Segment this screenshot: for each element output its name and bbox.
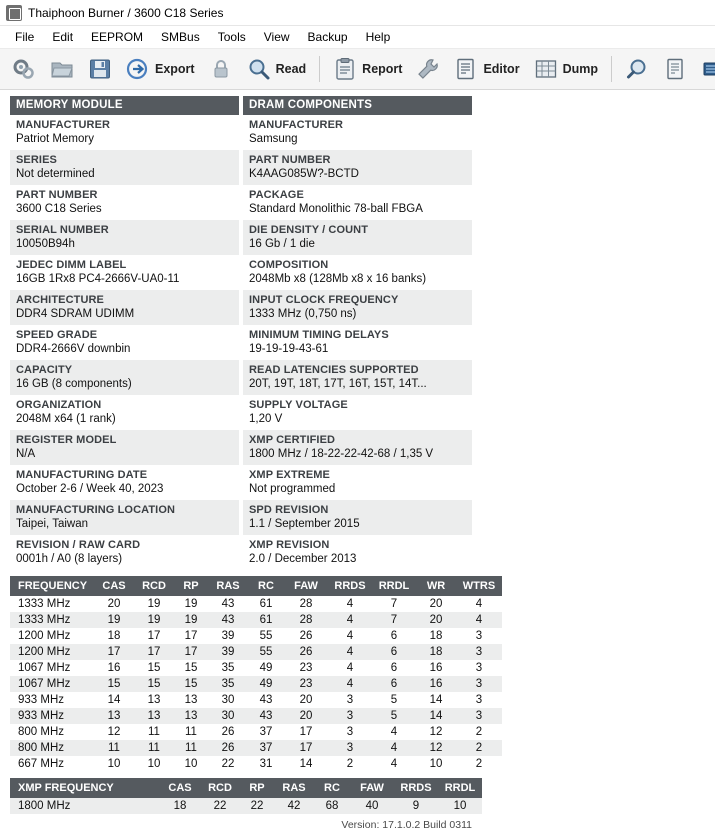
menu-item-backup[interactable]: Backup <box>307 30 348 44</box>
cell-rrdl: 7 <box>372 612 416 628</box>
menu-item-smbus[interactable]: SMBus <box>161 30 200 44</box>
cell-rrds: 4 <box>346 662 354 674</box>
dump-grid-icon <box>534 57 558 81</box>
app-icon <box>6 5 22 21</box>
field-label: SERIES <box>16 154 57 166</box>
field-value: 0001h / A0 (8 layers) <box>16 553 123 565</box>
read-button[interactable] <box>241 54 313 84</box>
cell-wtrs: 3 <box>456 676 502 692</box>
cell-rcd: 15 <box>147 662 161 674</box>
cell-rrds: 3 <box>346 694 354 706</box>
cell-wtrs: 2 <box>475 726 483 738</box>
cell-faw: 14 <box>299 758 313 770</box>
field-label: ARCHITECTURE <box>16 294 104 306</box>
cell-rc: 37 <box>248 740 284 756</box>
field-value: 16 Gb / 1 die <box>249 238 315 250</box>
cell-rc: 61 <box>248 612 284 628</box>
field-label: ORGANIZATION <box>16 399 102 411</box>
field-label: READ LATENCIES SUPPORTED <box>249 364 419 376</box>
open-button[interactable] <box>44 54 80 84</box>
dump-button[interactable] <box>528 54 604 84</box>
cell-frequency: 667 MHz <box>18 758 65 770</box>
field-value: 1333 MHz (0,750 ns) <box>249 308 357 320</box>
cell-rc: 31 <box>259 758 273 770</box>
table-row[interactable] <box>10 660 502 676</box>
cell-rcd: 19 <box>147 598 161 610</box>
search-button[interactable] <box>619 54 655 84</box>
cell-cas: 10 <box>107 758 121 770</box>
column-header-xmp-ras: RAS <box>274 778 314 798</box>
cell-xmp-rcd: 22 <box>200 798 240 814</box>
read-label: Read <box>275 62 307 76</box>
cell-wtrs: 3 <box>456 644 502 660</box>
field-manufacturing-date <box>10 465 239 500</box>
field-value: 16GB 1Rx8 PC4-2666V-UA0-11 <box>16 273 180 285</box>
save-disk-icon <box>88 57 112 81</box>
cell-wr: 14 <box>416 708 456 724</box>
lock-button[interactable] <box>203 54 239 84</box>
cell-rcd: 17 <box>134 644 174 660</box>
field-label: COMPOSITION <box>249 259 329 271</box>
field-label: CAPACITY <box>16 364 73 376</box>
field-value: 1800 MHz / 18-22-22-42-68 / 1,35 V <box>249 448 434 460</box>
cell-xmp-rrds: 9 <box>394 798 438 814</box>
table-row[interactable] <box>10 692 502 708</box>
field-value: Patriot Memory <box>16 133 94 145</box>
cell-rp: 11 <box>185 726 197 738</box>
field-value: October 2-6 / Week 40, 2023 <box>16 483 164 495</box>
cell-rp: 13 <box>174 708 208 724</box>
field-value: 16 GB (8 components) <box>16 378 132 390</box>
open-folder-icon <box>50 57 74 81</box>
cell-rc: 55 <box>259 630 273 642</box>
cell-faw: 26 <box>284 644 328 660</box>
table-row[interactable] <box>10 798 482 814</box>
column-header-xmp-rp: RP <box>240 778 274 798</box>
cell-rc: 49 <box>259 662 273 674</box>
cell-wtrs: 4 <box>475 598 483 610</box>
main-content <box>0 90 715 828</box>
column-header-rrds: RRDS <box>328 576 372 596</box>
cell-faw: 20 <box>284 708 328 724</box>
cell-rc: 61 <box>259 598 273 610</box>
cell-ras: 39 <box>221 630 235 642</box>
field-label: REVISION / RAW CARD <box>16 539 141 551</box>
cell-ras: 26 <box>208 740 248 756</box>
field-composition <box>243 255 472 290</box>
settings-gears-icon <box>12 57 36 81</box>
column-header-xmp-rrds: RRDS <box>394 778 438 798</box>
field-label: SPEED GRADE <box>16 329 98 341</box>
table-row[interactable] <box>10 596 502 612</box>
field-xmp-revision <box>243 535 472 570</box>
cell-ras: 30 <box>208 708 248 724</box>
editor-button[interactable] <box>448 54 525 84</box>
field-dram-part-number <box>243 150 472 185</box>
cell-cas: 17 <box>94 644 134 660</box>
cell-rcd: 13 <box>134 708 174 724</box>
dram-components-header: DRAM COMPONENTS <box>243 96 472 115</box>
cell-rcd: 13 <box>147 694 161 706</box>
report-clipboard-icon <box>333 57 357 81</box>
xmp-table-header-row <box>10 778 482 798</box>
cell-rp: 17 <box>174 644 208 660</box>
table-row[interactable] <box>10 756 502 772</box>
timing-table <box>10 576 502 772</box>
field-minimum-timing-delays <box>243 325 472 360</box>
cell-rrds: 4 <box>346 598 354 610</box>
column-header-xmp-rcd: RCD <box>200 778 240 798</box>
field-supply-voltage <box>243 395 472 430</box>
cell-ras: 30 <box>221 694 235 706</box>
timing-table-wrapper <box>10 576 705 772</box>
field-value: K4AAG085W?-BCTD <box>249 168 359 180</box>
field-value: DDR4-2666V downbin <box>16 343 131 355</box>
table-row[interactable] <box>10 644 502 660</box>
cell-rp: 17 <box>184 630 198 642</box>
chip-icon <box>701 57 715 81</box>
export-icon <box>126 57 150 81</box>
cell-frequency: 933 MHz <box>18 694 65 706</box>
cell-frequency: 1067 MHz <box>10 676 94 692</box>
cell-rrds: 3 <box>328 708 372 724</box>
cell-wr: 20 <box>429 598 443 610</box>
field-value: 2048Mb x8 (128Mb x8 x 16 banks) <box>249 273 427 285</box>
read-magnifier-icon <box>247 57 271 81</box>
info-panels <box>10 96 705 570</box>
field-label: MANUFACTURING DATE <box>16 469 148 481</box>
column-header-cas: CAS <box>94 576 134 596</box>
menu-item-edit[interactable]: Edit <box>52 30 74 44</box>
column-header-frequency: FREQUENCY <box>10 576 94 596</box>
field-value: 3600 C18 Series <box>16 203 102 215</box>
column-header-wr: WR <box>416 576 456 596</box>
cell-rcd: 10 <box>147 758 161 770</box>
dump-label: Dump <box>562 62 598 76</box>
menu-item-file[interactable]: File <box>15 30 35 44</box>
column-header-rrdl: RRDL <box>372 576 416 596</box>
menu-item-tools[interactable]: Tools <box>217 30 246 44</box>
cell-ras: 39 <box>208 644 248 660</box>
cell-cas: 16 <box>107 662 121 674</box>
memory-module-panel <box>10 96 239 570</box>
lock-icon <box>209 57 233 81</box>
field-manufacturing-location <box>10 500 239 535</box>
cell-rrdl: 4 <box>390 758 398 770</box>
save-button[interactable] <box>82 54 118 84</box>
cell-wr: 12 <box>416 740 456 756</box>
cell-faw: 17 <box>284 740 328 756</box>
cell-rrdl: 5 <box>372 708 416 724</box>
column-header-xmp-faw: FAW <box>350 778 394 798</box>
cell-rrds: 4 <box>346 630 354 642</box>
page-icon <box>663 57 687 81</box>
field-jedec-dimm-label <box>10 255 239 290</box>
cell-ras: 35 <box>208 676 248 692</box>
cell-rp: 11 <box>174 740 208 756</box>
cell-xmp-cas: 18 <box>160 798 200 814</box>
field-capacity <box>10 360 239 395</box>
cell-ras: 26 <box>221 726 235 738</box>
column-header-xmp-frequency: XMP FREQUENCY <box>10 778 160 798</box>
cell-xmp-rp: 22 <box>240 798 274 814</box>
cell-xmp-rrdl: 10 <box>438 798 482 814</box>
cell-frequency: 1200 MHz <box>18 630 71 642</box>
cell-faw: 20 <box>299 694 313 706</box>
field-label: PACKAGE <box>249 189 304 201</box>
cell-faw: 23 <box>299 662 313 674</box>
cell-cas: 15 <box>94 676 134 692</box>
report-label: Report <box>362 62 403 76</box>
cell-frequency: 933 MHz <box>10 708 94 724</box>
field-value: Not determined <box>16 168 95 180</box>
cell-rp: 15 <box>174 676 208 692</box>
field-label: SPD REVISION <box>249 504 329 516</box>
cell-rrds: 4 <box>328 612 372 628</box>
cell-rrds: 4 <box>328 644 372 660</box>
field-value: 2.0 / December 2013 <box>249 553 357 565</box>
cell-rrds: 3 <box>346 726 354 738</box>
table-row[interactable] <box>10 740 502 756</box>
cell-wtrs: 4 <box>456 612 502 628</box>
cell-wr: 16 <box>416 676 456 692</box>
cell-faw: 23 <box>284 676 328 692</box>
column-header-xmp-rc: RC <box>314 778 350 798</box>
field-value: 2048M x64 (1 rank) <box>16 413 116 425</box>
menu-item-help[interactable]: Help <box>365 30 391 44</box>
field-value: 1.1 / September 2015 <box>249 518 360 530</box>
cell-rcd: 11 <box>148 726 160 738</box>
field-series <box>10 150 239 185</box>
cell-frequency: 1333 MHz <box>18 598 71 610</box>
field-value: Taipei, Taiwan <box>16 518 89 530</box>
field-label: SERIAL NUMBER <box>16 224 109 236</box>
dram-components-panel <box>243 96 472 570</box>
cell-rc: 43 <box>259 694 273 706</box>
menu-item-eeprom[interactable]: EEPROM <box>91 30 144 44</box>
cell-xmp-frequency: 1800 MHz <box>10 798 160 814</box>
cell-rp: 19 <box>184 598 198 610</box>
field-value: Standard Monolithic 78-ball FBGA <box>249 203 423 215</box>
cell-frequency: 800 MHz <box>18 726 65 738</box>
field-label: DIE DENSITY / COUNT <box>249 224 369 236</box>
cell-cas: 12 <box>107 726 121 738</box>
cell-rp: 13 <box>184 694 198 706</box>
cell-rp: 19 <box>174 612 208 628</box>
field-label: PART NUMBER <box>16 189 98 201</box>
table-row[interactable] <box>10 676 502 692</box>
cell-rcd: 17 <box>147 630 161 642</box>
field-read-latencies-supported <box>243 360 472 395</box>
cell-rrdl: 6 <box>390 630 398 642</box>
cell-cas: 11 <box>94 740 134 756</box>
cell-rc: 37 <box>259 726 273 738</box>
column-header-wtrs: WTRS <box>456 576 502 596</box>
field-register-model <box>10 430 239 465</box>
cell-faw: 17 <box>299 726 313 738</box>
cell-ras: 22 <box>221 758 235 770</box>
toolbar <box>0 48 715 90</box>
export-label: Export <box>155 62 195 76</box>
cell-wtrs: 2 <box>456 740 502 756</box>
field-revision-raw-card <box>10 535 239 570</box>
chip-button[interactable] <box>695 54 715 84</box>
cell-rrdl: 6 <box>390 662 398 674</box>
cell-rc: 43 <box>248 708 284 724</box>
cell-ras: 43 <box>208 612 248 628</box>
page-button[interactable] <box>657 54 693 84</box>
field-label: XMP CERTIFIED <box>249 434 336 446</box>
editor-label: Editor <box>483 62 520 76</box>
column-header-faw: FAW <box>284 576 328 596</box>
field-die-density-count <box>243 220 472 255</box>
field-part-number <box>10 185 239 220</box>
field-input-clock-frequency <box>243 290 472 325</box>
table-row[interactable] <box>10 612 502 628</box>
editor-document-icon <box>454 57 478 81</box>
field-label: MANUFACTURER <box>16 119 111 131</box>
toolbar-separator-1 <box>319 56 320 82</box>
column-header-xmp-rrdl: RRDL <box>438 778 482 798</box>
cell-wr: 12 <box>429 726 443 738</box>
memory-module-header: MEMORY MODULE <box>10 96 239 115</box>
cell-ras: 35 <box>221 662 235 674</box>
field-value: 20T, 19T, 18T, 17T, 16T, 15T, 14T... <box>249 378 427 390</box>
cell-wr: 18 <box>429 630 443 642</box>
cell-wtrs: 3 <box>475 694 483 706</box>
column-header-xmp-cas: CAS <box>160 778 200 798</box>
cell-wtrs: 3 <box>475 630 483 642</box>
cell-wtrs: 3 <box>475 662 483 674</box>
column-header-ras: RAS <box>208 576 248 596</box>
version-status: Version: 17.1.0.2 Build 0311 <box>341 819 472 828</box>
cell-faw: 28 <box>284 612 328 628</box>
cell-frequency: 1333 MHz <box>10 612 94 628</box>
table-row[interactable] <box>10 628 502 644</box>
cell-wr: 20 <box>416 612 456 628</box>
cell-cas: 14 <box>107 694 121 706</box>
cell-frequency: 1200 MHz <box>10 644 94 660</box>
cell-rrds: 4 <box>328 676 372 692</box>
export-button[interactable] <box>120 54 201 84</box>
cell-wtrs: 3 <box>456 708 502 724</box>
cell-rp: 15 <box>184 662 198 674</box>
report-button[interactable] <box>327 54 408 84</box>
field-value: Samsung <box>249 133 298 145</box>
cell-rc: 55 <box>248 644 284 660</box>
menu-item-view[interactable]: View <box>263 30 290 44</box>
cell-xmp-rc: 68 <box>314 798 350 814</box>
field-value: 10050B94h <box>16 238 75 250</box>
wrench-icon <box>416 57 440 81</box>
settings-button[interactable] <box>6 54 42 84</box>
field-manufacturer <box>10 115 239 150</box>
cell-cas: 20 <box>107 598 121 610</box>
field-label: MANUFACTURING LOCATION <box>16 504 176 516</box>
field-label: INPUT CLOCK FREQUENCY <box>249 294 399 306</box>
field-value: Not programmed <box>249 483 336 495</box>
field-speed-grade <box>10 325 239 360</box>
timing-table-header-row <box>10 576 502 596</box>
field-label: XMP EXTREME <box>249 469 330 481</box>
toolbar-separator-2 <box>611 56 612 82</box>
field-label: SUPPLY VOLTAGE <box>249 399 348 411</box>
field-label: MINIMUM TIMING DELAYS <box>249 329 389 341</box>
cell-cas: 18 <box>107 630 121 642</box>
field-architecture <box>10 290 239 325</box>
cell-rrdl: 4 <box>372 740 416 756</box>
field-xmp-certified <box>243 430 472 465</box>
field-spd-revision <box>243 500 472 535</box>
cell-rcd: 19 <box>134 612 174 628</box>
cell-frequency: 800 MHz <box>10 740 94 756</box>
field-label: JEDEC DIMM LABEL <box>16 259 127 271</box>
cell-xmp-faw: 40 <box>350 798 394 814</box>
cell-rcd: 11 <box>134 740 174 756</box>
cell-wr: 18 <box>416 644 456 660</box>
field-label: REGISTER MODEL <box>16 434 117 446</box>
tools-button[interactable] <box>410 54 446 84</box>
cell-xmp-ras: 42 <box>274 798 314 814</box>
field-label: XMP REVISION <box>249 539 330 551</box>
window-title: Thaiphoon Burner / 3600 C18 Series <box>28 5 224 20</box>
cell-rcd: 15 <box>134 676 174 692</box>
field-label: PART NUMBER <box>249 154 331 166</box>
cell-cas: 13 <box>94 708 134 724</box>
cell-rrdl: 6 <box>372 644 416 660</box>
xmp-table-wrapper <box>10 778 705 814</box>
field-value: N/A <box>16 448 36 460</box>
cell-wr: 16 <box>429 662 443 674</box>
cell-wr: 10 <box>429 758 443 770</box>
field-dram-manufacturer <box>243 115 472 150</box>
field-value: 19-19-19-43-61 <box>249 343 329 355</box>
cell-frequency: 1067 MHz <box>18 662 71 674</box>
xmp-table <box>10 778 482 814</box>
cell-wr: 14 <box>429 694 443 706</box>
field-value: 1,20 V <box>249 413 283 425</box>
search-left-icon <box>625 57 649 81</box>
cell-rrdl: 5 <box>390 694 398 706</box>
field-label: MANUFACTURER <box>249 119 344 131</box>
cell-rrdl: 7 <box>390 598 398 610</box>
cell-cas: 19 <box>94 612 134 628</box>
table-row[interactable] <box>10 724 502 740</box>
field-organization <box>10 395 239 430</box>
cell-rrdl: 4 <box>390 726 398 738</box>
cell-rp: 10 <box>184 758 198 770</box>
field-package <box>243 185 472 220</box>
menu-bar <box>0 26 715 48</box>
column-header-rp: RP <box>174 576 208 596</box>
column-header-rc: RC <box>248 576 284 596</box>
cell-rrdl: 6 <box>372 676 416 692</box>
cell-rrds: 2 <box>346 758 354 770</box>
cell-rc: 49 <box>248 676 284 692</box>
cell-wtrs: 2 <box>475 758 483 770</box>
cell-faw: 28 <box>299 598 313 610</box>
field-serial-number <box>10 220 239 255</box>
title-bar <box>0 0 715 26</box>
cell-ras: 43 <box>221 598 235 610</box>
column-header-rcd: RCD <box>134 576 174 596</box>
field-xmp-extreme <box>243 465 472 500</box>
table-row[interactable] <box>10 708 502 724</box>
cell-rrds: 3 <box>328 740 372 756</box>
cell-faw: 26 <box>299 630 313 642</box>
field-value: DDR4 SDRAM UDIMM <box>16 308 135 320</box>
